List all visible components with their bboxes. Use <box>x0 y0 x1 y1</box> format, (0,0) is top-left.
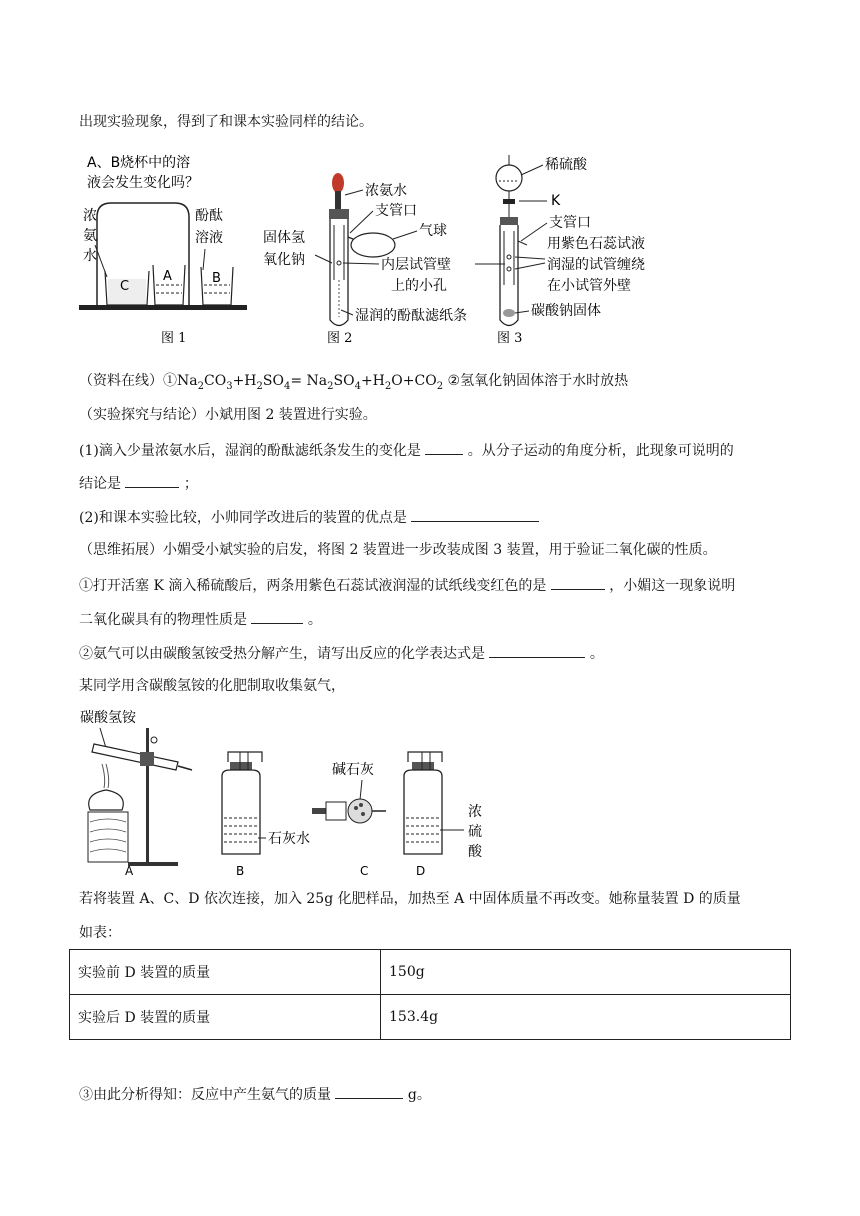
fig1-right-label-2: 溶液 <box>195 230 223 246</box>
table-cell-label: 实验前 D 装置的质量 <box>70 950 381 995</box>
apparatus-b <box>222 752 310 878</box>
connect-text-2: 如表： <box>79 925 121 941</box>
stopper <box>329 209 349 219</box>
caption-c: C <box>360 864 369 878</box>
beaker-b-label: B <box>212 271 221 286</box>
caption-a: A <box>125 864 134 878</box>
label-limewater: 石灰水 <box>268 831 310 847</box>
apparatus-c <box>312 762 386 878</box>
label-balloon: 气球 <box>419 223 447 239</box>
table-row <box>70 950 791 995</box>
answer-blank-6[interactable] <box>489 643 585 658</box>
fig1-question-2: 液会发生变化吗？ <box>87 175 199 191</box>
label-naoh-2: 氧化钠 <box>263 252 305 268</box>
answer-blank-4[interactable] <box>551 575 605 590</box>
label-naoh-1: 固体氢 <box>263 230 305 246</box>
step-2: ②氨气可以由碳酸氢铵受热分解产生，请写出反应的化学表达式是 。 <box>79 643 604 663</box>
label-litmus-3: 在小试管外壁 <box>547 278 631 294</box>
fig1-left-label-1: 浓 <box>83 208 97 224</box>
label-carbonate: 碳酸钠固体 <box>531 303 601 319</box>
table-cell-label: 实验后 D 装置的质量 <box>70 995 381 1040</box>
connect-text: 若将装置 A、C、D 依次连接，加入 25g 化肥样品，加热至 A 中固体质量不再改变。她称量装置 D 的质量 <box>79 891 741 907</box>
label-paper: 湿润的酚酞滤纸条 <box>355 308 467 324</box>
answer-blank-2[interactable] <box>125 473 179 488</box>
fig3-caption: 图 3 <box>497 331 523 346</box>
fig1-right-label-1: 酚酞 <box>195 208 223 224</box>
caption-d: D <box>416 864 426 878</box>
beaker-a-label: A <box>163 269 172 284</box>
figure-1 <box>79 154 247 346</box>
label-soda-lime: 碱石灰 <box>332 762 374 778</box>
label-wall-2: 上的小孔 <box>391 278 447 294</box>
table-cell-value: 153.4g <box>381 995 791 1040</box>
fig2-caption: 图 2 <box>327 331 353 346</box>
table-row <box>70 995 791 1040</box>
drying-tube <box>348 799 372 823</box>
collect-text: 某同学用含碳酸氢铵的化肥制取收集氨气， <box>79 678 345 694</box>
info-line: （资料在线）$①Na_2CO_3+H_2SO_4= Na_2SO_4+H_2O+CO_2$ ②氢氧化钠固体溶于水时放热 <box>79 373 629 392</box>
balloon <box>351 233 395 257</box>
step-1: ①打开活塞 K 滴入稀硫酸后，两条用紫色石蕊试液润湿的试纸线变红色的是 ，小媚这一现象说明 <box>79 575 735 595</box>
caption-b: B <box>236 864 245 878</box>
label-branch-2: 支管口 <box>375 203 417 219</box>
label-acid-d-3: 酸 <box>468 844 482 860</box>
funnel-bulb <box>496 165 522 191</box>
dropper-bulb <box>332 173 344 193</box>
heated-tube <box>92 744 178 770</box>
step-1-cont: 二氧化碳具有的物理性质是 。 <box>79 609 322 629</box>
figure-2 <box>263 173 467 346</box>
extend-text: （思维拓展）小媚受小斌实验的启发，将图 2 装置进一步改装成图 3 装置，用于验证二氧化碳的性质。 <box>79 542 717 558</box>
question-1: (1)滴入少量浓氨水后，湿润的酚酞滤纸条发生的变化是 。从分子运动的角度分析，此现象可说明的 <box>79 440 734 460</box>
label-branch-3: 支管口 <box>549 215 591 231</box>
fig1-left-label-3: 水 <box>83 248 97 264</box>
question-1-cont: 结论是 ； <box>79 473 198 493</box>
step-3: ③由此分析得知：反应中产生氨气的质量 g。 <box>79 1084 431 1104</box>
label-acid-d-1: 浓 <box>468 804 482 820</box>
mass-table <box>69 949 791 1040</box>
label-ammonia: 浓氨水 <box>365 183 407 199</box>
answer-blank-5[interactable] <box>251 609 303 624</box>
label-litmus-2: 润湿的试管缠绕 <box>547 257 645 273</box>
figure-top <box>75 145 645 350</box>
label-k: K <box>551 193 561 209</box>
valve-k <box>503 199 515 204</box>
beaker-c-label: C <box>120 279 130 294</box>
question-2: (2)和课本实验比较，小帅同学改进后的装置的优点是 <box>79 507 539 527</box>
label-wall-1: 内层试管壁 <box>381 257 451 273</box>
explore-text: （实验探究与结论）小斌用图 2 装置进行实验。 <box>79 407 377 423</box>
label-bicarb: 碳酸氢铵 <box>80 710 136 726</box>
alcohol-lamp <box>89 790 124 810</box>
fig1-question-1: A、B烧杯中的溶 <box>87 155 191 171</box>
fig1-caption: 图 1 <box>161 331 187 346</box>
table-cell-value: 150g <box>381 950 791 995</box>
answer-blank-3[interactable] <box>411 507 539 522</box>
figure-bottom <box>70 700 500 880</box>
figure-3 <box>496 155 645 346</box>
apparatus-a <box>80 710 192 878</box>
label-acid-d-2: 硫 <box>468 824 482 840</box>
answer-blank-7[interactable] <box>335 1084 403 1099</box>
apparatus-d <box>404 752 483 878</box>
label-litmus-1: 用紫色石蕊试液 <box>547 236 645 252</box>
label-acid: 稀硫酸 <box>545 157 587 173</box>
intro-text: 出现实验现象，得到了和课本实验同样的结论。 <box>79 114 373 130</box>
base-plate <box>79 305 247 310</box>
fig1-left-label-2: 氨 <box>83 228 97 244</box>
answer-blank-1[interactable] <box>425 440 463 455</box>
